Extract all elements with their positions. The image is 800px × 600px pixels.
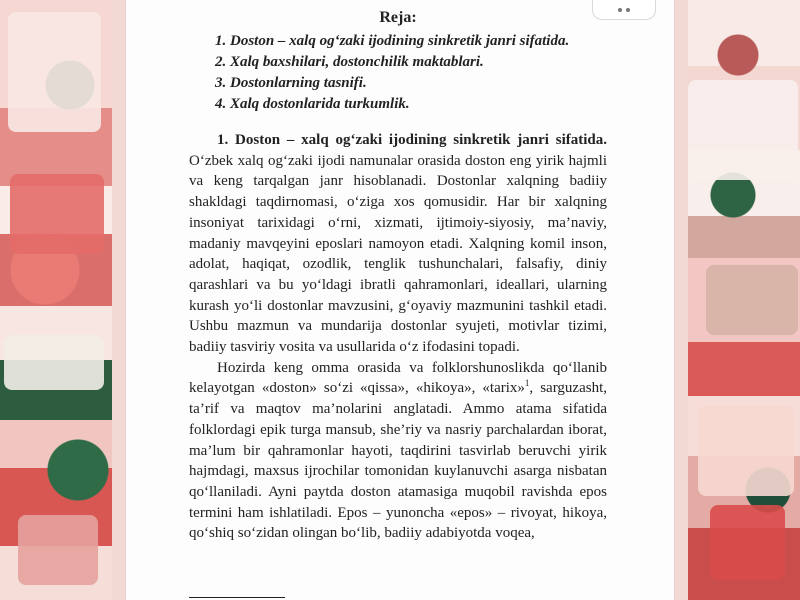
- right-decorative-background: [688, 0, 800, 600]
- plan-item: 4. Xalq dostonlarida turkumlik.: [215, 96, 410, 112]
- section-title: 1. Doston – xalq og‘zaki ijodining sinkretik janri sifatida.: [217, 132, 607, 148]
- left-decorative-card-2: [10, 174, 104, 254]
- paragraph-2-text-before-footnote: Hozirda keng omma orasida va folklorshunoslikda qo‘llanib kelayotgan «doston» so‘zi «qissa», «hikoya», «tarix»: [189, 359, 607, 397]
- right-decorative-card-2: [706, 265, 798, 335]
- left-decorative-card-1: [8, 12, 101, 132]
- more-options-icon: [618, 8, 622, 12]
- left-decorative-card-3: [4, 335, 104, 390]
- paragraph-1: [189, 130, 607, 358]
- left-decorative-card-4: [18, 515, 98, 585]
- plan-item: 3. Dostonlarning tasnifi.: [215, 75, 367, 91]
- document-page: [126, 0, 674, 600]
- right-decorative-card-4: [710, 505, 785, 580]
- plan-item: 1. Doston – xalq og‘zaki ijodining sinkretik janri sifatida.: [215, 33, 570, 49]
- plan-item: 2. Xalq baxshilari, dostonchilik maktablari.: [215, 54, 484, 70]
- document-content: [189, 9, 607, 544]
- plan-list: [189, 31, 607, 115]
- right-decorative-card-1: [688, 80, 798, 180]
- paragraph-2-text-after-footnote: , sarguzasht, ta’rif va maqtov ma’nolarini anglatadi. Ammo atama sifatida folklordagi epik turga mansub, she’riy va nasriy parchalardan iborat, ma’lum bir qahramonlar hayoti, taqdirini tasvirlab beruvchi yirik hajmdagi, maxsus ijrochilar tomonidan kuylanuvchi asarga nisbatan qo‘llaniladi. Ayni paytda doston atamasiga muqobil ravishda epos termini ham ishlatiladi. Epos – yunoncha «epos» – rivoyat, hikoya, qo‘shiq so‘zidan olingan bo‘lib, badiiy adabiyotda voqea,: [189, 380, 607, 542]
- left-decorative-background: [0, 0, 112, 600]
- footnote-marker: 1: [524, 378, 530, 389]
- plan-heading: Reja:: [379, 9, 417, 26]
- footnote-divider: [189, 597, 285, 598]
- paragraph-2: [189, 358, 607, 544]
- paragraph-1-text: O‘zbek xalq og‘zaki ijodi namunalar orasida doston eng yirik hajmli va keng tarqalgan janr hisoblanadi. Dostonlar xalqning badiiy shakldagi taqdirnomasi, o‘ziga xos qomusidir. Har bir xalqning insoniyat tarixidagi o‘rni, xizmati, ijtimoiy-siyosiy, ma’naviy, madaniy mavqeyini eposlari namoyon etadi. Xalqning komil inson, adolat, haqiqat, ozodlik, tenglik tushunchalari, falsafiy, diniy qarashlari va bu yo‘ldagi ibratli qahramonlari, ideallari, ularning kurash yo‘li dostonlar mavzusini, g‘oyaviy mazmunini tashkil etadi. Ushbu mazmun va mundarija dostonlar syujeti, motivlar tizimi, badiiy tasviriy vosita va usullarida o‘z ifodasini topadi.: [189, 152, 607, 356]
- main-text-section: [189, 130, 607, 544]
- more-options-icon: [626, 8, 630, 12]
- right-decorative-card-3: [698, 406, 794, 496]
